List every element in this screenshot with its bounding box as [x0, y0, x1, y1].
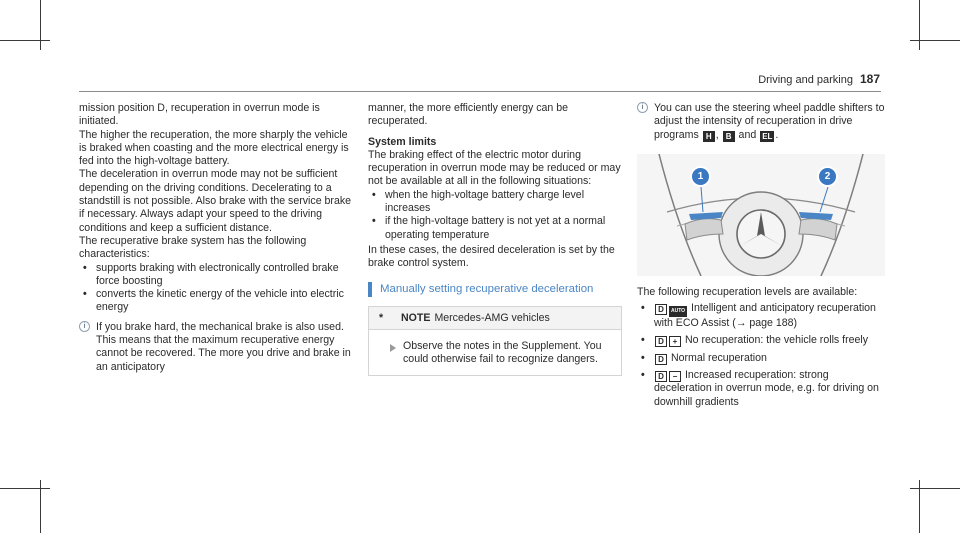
- paragraph: The braking effect of the electric motor during recuperation in overrun mode may be reduced or may not be available at all in the following situations:: [368, 148, 621, 188]
- header-rule: [79, 91, 881, 92]
- paragraph: The recuperative brake system has the following characteristics:: [79, 234, 307, 261]
- note-text: Observe the notes in the Supplement. You could otherwise fail to recognize dangers.: [403, 339, 602, 366]
- recuperation-levels-list: [637, 302, 885, 409]
- levels-intro: The following recuperation levels are available:: [637, 285, 858, 298]
- list-item: • converts the kinetic energy of the vehicle into electric energy: [79, 288, 352, 315]
- crop-mark: [919, 480, 920, 533]
- paragraph: The deceleration in overrun mode may not be sufficient depending on the driving conditions. Decelerating to a standstill is not possible. Also brake with the service brake if necessary. Always adapt your speed to the driving conditions and keep a sufficient distance.: [79, 168, 352, 234]
- level-text: Intelligent and anticipatory recuperation with ECO Assist (→ page 188): [654, 302, 876, 330]
- info-icon: i: [637, 102, 648, 113]
- note-header: [369, 307, 621, 330]
- drive-program-b-icon: B: [723, 131, 735, 142]
- paragraph: mission position D, recuperation in overrun mode is initiated.: [79, 102, 320, 128]
- steering-wheel-illustration: [637, 154, 885, 276]
- crop-mark: [40, 480, 41, 533]
- note-vehicles: Mercedes-AMG vehicles: [434, 311, 550, 324]
- note-box: [368, 306, 622, 377]
- info-text: You can use the steering wheel paddle shifters to adjust the intensity of recuperation in drive programs: [654, 102, 885, 141]
- list-item: • if the high-voltage battery is not yet at a normal operating temperature: [368, 215, 622, 242]
- paragraph: The higher the recuperation, the more sharply the vehicle is braked when coasting and the more electrical energy is fed into the high-voltage battery.: [79, 128, 349, 168]
- list-item: • when the high-voltage battery charge level increases: [368, 189, 622, 216]
- minus-icon: −: [669, 371, 681, 382]
- drive-program-h-icon: H: [703, 131, 715, 142]
- level-text: Normal recuperation: [670, 351, 767, 364]
- section-name: Driving and parking: [758, 74, 853, 86]
- note-label: NOTE: [401, 311, 431, 324]
- paragraph: manner, the more efficiently energy can be recuperated.: [368, 102, 569, 128]
- info-text: If you brake hard, the mechanical brake is also used. This means that the maximum recuperative energy cannot be recovered. The more you drive and brake in an anticipatory: [96, 320, 351, 373]
- drive-d-icon: D: [655, 354, 667, 365]
- paragraph: In these cases, the desired deceleration is set by the brake control system.: [368, 243, 615, 270]
- drive-d-icon: D: [655, 304, 667, 315]
- page-header: [758, 73, 880, 87]
- section-heading: Manually setting recuperative deceleration: [368, 283, 622, 296]
- note-star-icon: *: [379, 311, 384, 324]
- level-text: No recuperation: the vehicle rolls freely: [684, 334, 869, 347]
- crop-mark: [0, 488, 50, 489]
- crop-mark: [910, 488, 960, 489]
- crop-mark: [0, 40, 50, 41]
- and-word: and: [738, 128, 757, 141]
- drive-program-el-icon: EL: [762, 131, 773, 141]
- triangle-arrow-icon: [390, 344, 396, 352]
- callout-2: 2: [817, 166, 838, 187]
- limits-list: [368, 189, 622, 242]
- level-item-auto: [637, 302, 885, 330]
- drive-d-icon: D: [655, 371, 667, 382]
- level-item-plus: [637, 334, 885, 347]
- characteristics-list: [79, 262, 352, 315]
- level-item-normal: [637, 352, 885, 365]
- level-item-minus: [637, 369, 885, 409]
- steering-wheel-icon: [637, 154, 885, 276]
- plus-icon: +: [669, 336, 681, 347]
- drive-d-icon: D: [655, 336, 667, 347]
- page-number: 187: [859, 72, 880, 86]
- system-limits-heading: System limits: [368, 135, 437, 148]
- column-right: [637, 102, 885, 413]
- crop-mark: [910, 40, 960, 41]
- info-note: i You can use the steering wheel paddle shifters to adjust the intensity of recuperation in drive programs H , B and EL .: [637, 102, 885, 142]
- list-item: • supports braking with electronically controlled brake force boosting: [79, 262, 352, 289]
- crop-mark: [919, 0, 920, 50]
- callout-1: 1: [690, 166, 711, 187]
- column-left: [79, 102, 352, 374]
- note-body: [369, 330, 621, 376]
- auto-icon: AUTO: [669, 306, 687, 317]
- level-text: Increased recuperation: strong deceleration in overrun mode, e.g. for driving on downhill gradients: [654, 369, 879, 408]
- info-note: [79, 321, 352, 374]
- column-middle: [368, 102, 622, 376]
- crop-mark: [40, 0, 41, 50]
- info-icon: i: [79, 321, 90, 332]
